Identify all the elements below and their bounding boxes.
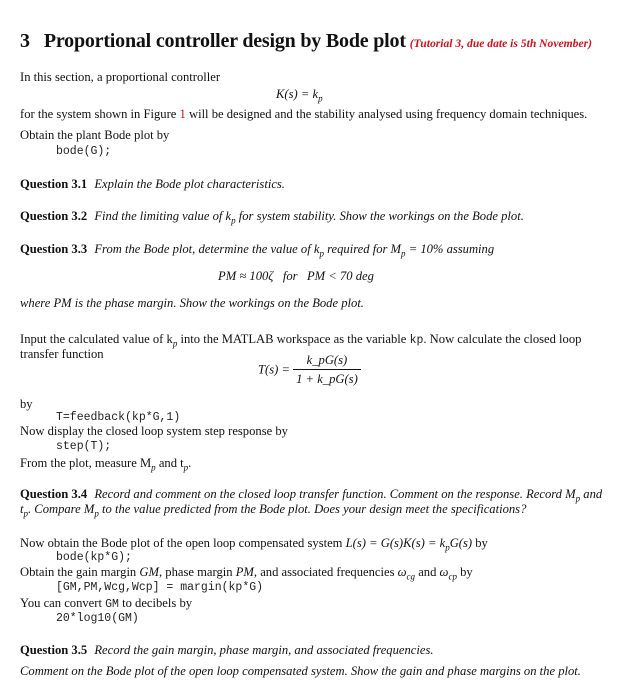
gm-wcg-sub: cg [406,571,416,582]
matlab-kp-code: kp [409,334,424,347]
q34-line1-b: and [583,487,603,501]
code-bode-kpG: bode(kp*G); [56,551,132,564]
code-feedback: T=feedback(kp*G,1) [56,411,181,424]
question-3-1 [20,176,285,192]
measure-sub2: p [183,462,189,473]
q35-text: Record the gain margin, phase margin, and associated frequencies. [94,643,434,657]
q33-text-b: required for M [327,242,402,256]
openloop-eq-sub: p [445,542,450,553]
openloop-eq-b: G(s) [449,536,473,550]
q33-text-c: = 10% assuming [408,242,495,256]
q33-text-a: From the Bode plot, determine the value of k [94,242,320,256]
q34-line2-c: to the value predicted from the Bode plot. Does your design meet the specifications? [102,502,527,516]
intro-line3: Obtain the plant Bode plot by [20,128,170,142]
matlab-line1-a: Input the calculated value of k [20,332,173,346]
convert-code: GM [105,598,119,611]
q35-line2: Comment on the Bode plot of the open loop compensated system. Show the gain and phase margins on the plot. [20,664,581,678]
tutorial-note: (Tutorial 3, due date is 5th November) [409,37,592,50]
intro-line1: In this section, a proportional controller [20,70,221,84]
eq-k-text: K(s) = k [276,87,319,101]
measure-line [20,455,191,476]
gm-and: and [418,565,437,579]
step-line: Now display the closed loop system step response by [20,424,288,438]
matlab-line1-sub: p [172,338,178,349]
eq-T-fraction [293,352,361,387]
intro-line2-a: for the system shown in Figure [20,107,177,121]
q32-text-a: Find the limiting value of k [94,209,232,223]
gm-c: , and associated frequencies [253,565,395,579]
q33-sub2: p [401,248,406,259]
gm-wcp-sub: cp [448,571,457,582]
measure-a: From the plot, measure M [20,456,152,470]
q34-line1-sub: p [575,493,581,504]
q35-label: Question 3.5 [20,643,88,657]
openloop-line1-a: Now obtain the Bode plot of the open loop compensated system [20,536,343,550]
by-line: by [20,397,33,411]
eq-T-den: 1 + k_pG(s) [296,372,358,386]
openloop-line1-b: by [475,536,488,550]
question-3-3 [20,241,494,262]
q34-line2-b: . Compare M [28,502,95,516]
matlab-line1 [20,331,581,352]
convert-line [20,595,192,613]
q34-line2-sub1: p [23,508,28,519]
q34-line2-a: t [20,502,24,516]
gm-a: Obtain the gain margin [20,565,137,579]
q31-text: Explain the Bode plot characteristics. [94,177,285,191]
question-3-5 [20,642,434,658]
gm-GM: GM [139,565,159,579]
measure-b: and t [158,456,184,470]
code-step: step(T); [56,440,112,453]
intro-line2-b: will be designed and the stability analysed using frequency domain techniques. [188,107,588,121]
gm-wcg: ω [397,565,407,579]
eq-closed-loop [258,352,361,387]
code-bode: bode(G); [56,145,112,158]
eq-controller [276,86,323,107]
measure-sub1: p [151,462,156,473]
gm-PM: PM [235,565,254,579]
code-margin: [GM,PM,Wcg,Wcp] = margin(kp*G) [56,581,264,594]
section-heading [20,30,592,53]
eq-T-num: k_pG(s) [293,352,361,370]
q32-text-b: for system stability. Show the workings on the Bode plot. [238,209,524,223]
gm-by: by [460,565,473,579]
figure-link[interactable]: 1 [179,107,186,121]
q34-line2-sub2: p [94,508,99,519]
q34-line1-a: Record and comment on the closed loop transfer function. Comment on the response. Record M [94,487,576,501]
question-3-2 [20,208,524,229]
section-number: 3 [20,30,30,52]
q33-label: Question 3.3 [20,242,88,256]
measure-c: . [188,456,192,470]
section-title: Proportional controller design by Bode plot [43,30,406,52]
q32-label: Question 3.2 [20,209,88,223]
matlab-line2: transfer function [20,347,104,361]
eq-k-sub: p [318,93,323,104]
matlab-line1-b: into the MATLAB workspace as the variable [180,332,407,346]
matlab-line1-c: . Now calculate the closed loop [423,332,582,346]
gm-wcp: ω [439,565,449,579]
q32-sub: p [231,215,236,226]
q34-line2 [20,501,526,522]
convert-b: to decibels by [122,596,193,610]
eq-T-lhs: T(s) = [258,362,290,377]
q34-label: Question 3.4 [20,487,88,501]
gm-b: , phase margin [158,565,233,579]
convert-a: You can convert [20,596,102,610]
code-db: 20*log10(GM) [56,612,139,625]
q33-equation: PM ≈ 100ζ for PM < 70 deg [218,269,374,283]
q31-label: Question 3.1 [20,177,88,191]
q33-where: where PM is the phase margin. Show the workings on the Bode plot. [20,296,364,310]
q33-sub1: p [319,248,324,259]
intro-line2 [20,106,587,122]
openloop-eq: L(s) = G(s)K(s) = k [345,536,446,550]
